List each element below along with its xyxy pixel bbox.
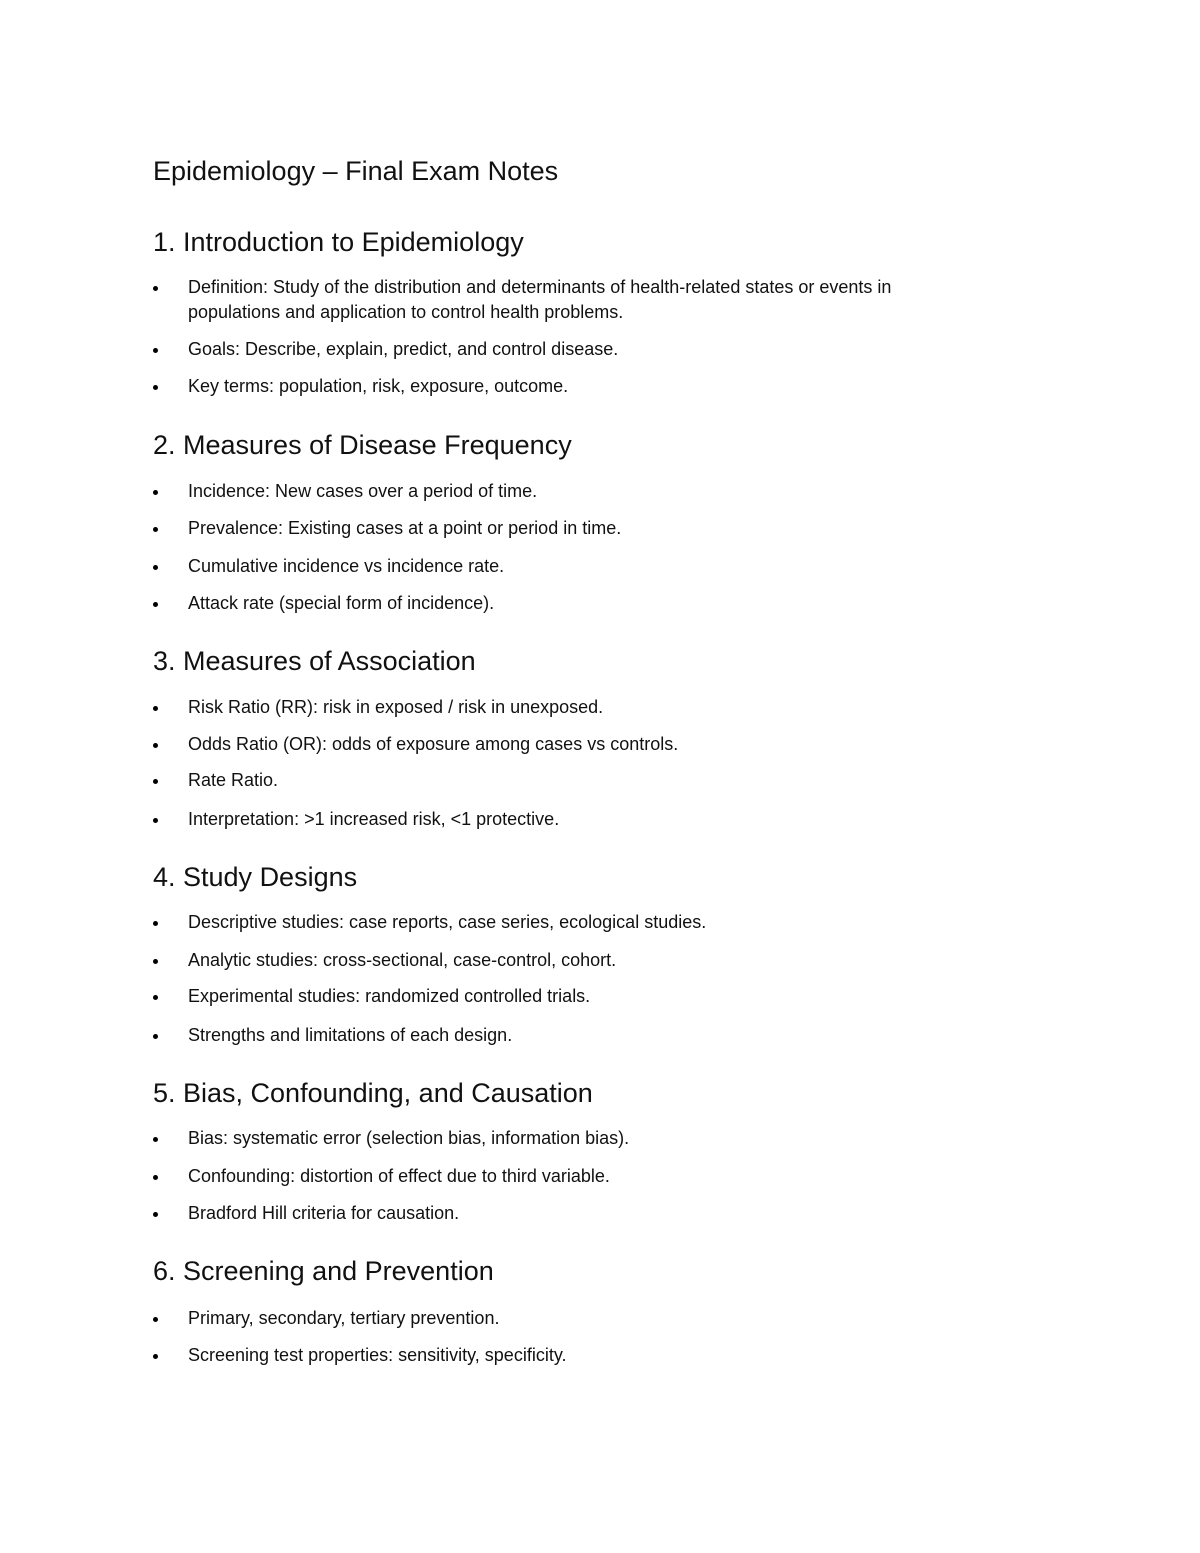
list-item-text: Definition: Study of the distribution and determinants of health-related states or events in populations and application to control health problems. <box>188 277 892 322</box>
bullet-icon <box>153 1212 158 1217</box>
list-item-text: Attack rate (special form of incidence). <box>188 593 495 613</box>
section-heading: 3. Measures of Association <box>153 646 476 676</box>
bullet-icon <box>153 1034 158 1039</box>
bullet-icon <box>153 385 158 390</box>
section-screening-prevention <box>153 1253 1013 1365</box>
list-item-text: Screening test properties: sensitivity, specificity. <box>188 1345 567 1365</box>
list-item-text: Descriptive studies: case reports, case series, ecological studies. <box>188 912 707 932</box>
bullet-icon <box>153 1175 158 1180</box>
section-disease-frequency <box>153 427 1013 613</box>
bullet-icon <box>153 921 158 926</box>
list-item-text: Bradford Hill criteria for causation. <box>188 1203 460 1223</box>
bullet-icon <box>153 1317 158 1322</box>
bullet-icon <box>153 1137 158 1142</box>
list-item-text: Prevalence: Existing cases at a point or period in time. <box>188 518 622 538</box>
document-title: Epidemiology – Final Exam Notes <box>153 156 559 186</box>
bullet-icon <box>153 286 158 291</box>
list-item-text: Key terms: population, risk, exposure, outcome. <box>188 376 569 396</box>
bullet-icon <box>153 779 158 784</box>
list-item-text: Analytic studies: cross-sectional, case-control, cohort. <box>188 950 617 970</box>
bullet-icon <box>153 1354 158 1359</box>
list-item-text: Strengths and limitations of each design. <box>188 1025 513 1045</box>
bullet-icon <box>153 527 158 532</box>
section-bias-confounding <box>153 1075 1013 1223</box>
list-item-text: Incidence: New cases over a period of time. <box>188 481 538 501</box>
bullet-icon <box>153 995 158 1000</box>
list-item-text: Risk Ratio (RR): risk in exposed / risk in unexposed. <box>188 697 604 717</box>
bullet-icon <box>153 565 158 570</box>
section-heading: 1. Introduction to Epidemiology <box>153 227 524 257</box>
bullet-icon <box>153 348 158 353</box>
section-heading: 6. Screening and Prevention <box>153 1256 494 1286</box>
list-item-text: Odds Ratio (OR): odds of exposure among cases vs controls. <box>188 734 679 754</box>
section-introduction <box>153 224 1013 396</box>
list-item-text: Interpretation: >1 increased risk, <1 protective. <box>188 809 560 829</box>
bullet-icon <box>153 706 158 711</box>
bullet-icon <box>153 602 158 607</box>
list-item-text: Rate Ratio. <box>188 770 279 790</box>
list-item-text: Cumulative incidence vs incidence rate. <box>188 556 505 576</box>
section-association <box>153 643 1013 829</box>
bullet-icon <box>153 743 158 748</box>
bullet-icon <box>153 490 158 495</box>
section-heading: 5. Bias, Confounding, and Causation <box>153 1078 593 1108</box>
list-item-text: Goals: Describe, explain, predict, and control disease. <box>188 339 619 359</box>
section-heading: 4. Study Designs <box>153 862 358 892</box>
bullet-icon <box>153 818 158 823</box>
bullet-icon <box>153 959 158 964</box>
list-item-text: Experimental studies: randomized controlled trials. <box>188 986 591 1006</box>
list-item-text: Bias: systematic error (selection bias, information bias). <box>188 1128 630 1148</box>
section-heading: 2. Measures of Disease Frequency <box>153 430 572 460</box>
list-item-text: Confounding: distortion of effect due to third variable. <box>188 1166 610 1186</box>
list-item-text: Primary, secondary, tertiary prevention. <box>188 1308 500 1328</box>
section-study-designs <box>153 859 1013 1045</box>
